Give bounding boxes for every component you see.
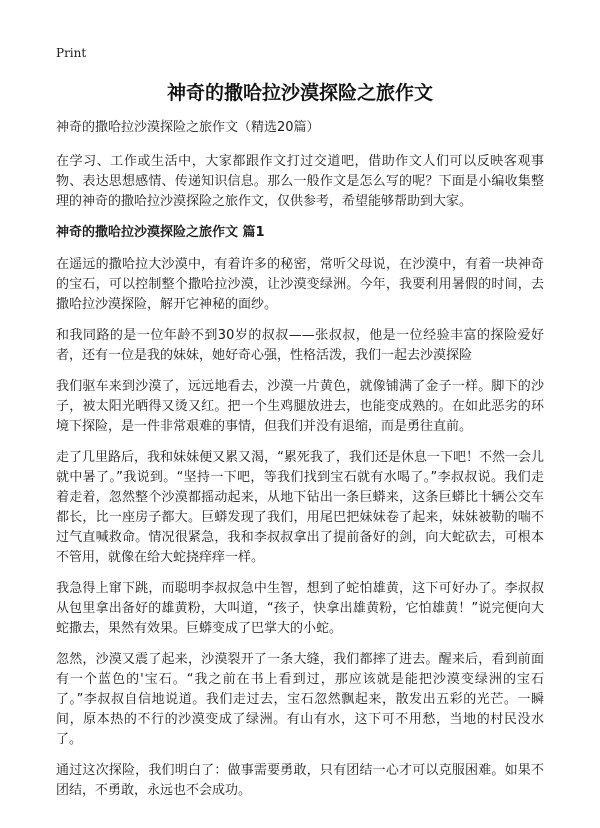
page-title: 神奇的撒哈拉沙漠探险之旅作文 [166, 82, 433, 104]
intro-paragraph: 在学习、工作或生活中，大家都跟作文打过交道吧，借助作文人们可以反映客观事物、表达思想感情、传递知识信息。那么一般作文是怎么写的呢？下面是小编收集整理的神奇的撒哈拉沙漠探险之旅作文，仅供参考，希望能够帮助到大家。 [56, 154, 544, 209]
body-paragraph: 在遥远的撒哈拉大沙漠中，有着许多的秘密，常听父母说，在沙漠中，有着一块神奇的宝石，可以控制整个撒哈拉沙漠，让沙漠变绿洲。今年，我要利用暑假的时间，去撒哈拉沙漠探险，解开它神秘的面纱。 [56, 257, 544, 312]
body-paragraph: 通过这次探险，我们明白了：做事需要勇敢，只有团结一心才可以克服困难。如果不团结，不勇敢，永远也不会成功。 [56, 763, 544, 798]
body-paragraph: 走了几里路后，我和妹妹便又累又渴，“累死我了，我们还是休息一下吧！不然一会儿就中暑了。”我说到。“坚持一下吧，等我们找到宝石就有水喝了。”李叔叔说。我们走着走着，忽然整个沙漠都摇动起来，从地下钻出一条巨蟒来，这条巨蟒比十辆公交车都长，比一座房子都大。巨蟒发现了我们，用尾巴把妹妹卷了起来，妹妹被勒的喘不过气直喊救命。情况很紧急，我和李叔叔拿出了提前备好的剑，向大蛇砍去，可根本不管用，就像在给大蛇挠痒痒一样。 [56, 450, 544, 565]
article-body [56, 118, 544, 812]
body-paragraph: 忽然，沙漠又震了起来，沙漠裂开了一条大缝，我们都摔了进去。醒来后，看到前面有一个蓝色的'宝石。“我之前在书上看到过，那应该就是能把沙漠变绿洲的宝石了。”李叔叔自信地说道。我们走过去，宝石忽然飘起来，散发出五彩的光芒。一瞬间，原本热的不行的沙漠变成了绿洲。有山有水，这下可不用愁，当地的村民没水了。 [56, 652, 544, 747]
article-subtitle: 神奇的撒哈拉沙漠探险之旅作文（精选20篇） [56, 120, 320, 135]
body-paragraph: 和我同路的是一位年龄不到30岁的叔叔——张叔叔，他是一位经验丰富的探险爱好者，还有一位是我的妹妹，她好奇心强，性格活泼，我们一起去沙漠探险 [56, 328, 544, 363]
print-link[interactable]: Print [56, 46, 87, 60]
body-paragraph: 我急得上窜下跳，而聪明李叔叔急中生智，想到了蛇怕雄黄，这下可好办了。李叔叔从包里拿出备好的雄黄粉，大叫道，“孩子，快拿出雄黄粉，它怕雄黄！”说完便向大蛇撒去，果然有效果。巨蟒变成了巴掌大的小蛇。 [56, 581, 544, 636]
section-heading: 神奇的撒哈拉沙漠探险之旅作文 篇1 [56, 225, 265, 240]
body-paragraph: 我们驱车来到沙漠了，远远地看去，沙漠一片黄色，就像铺满了金子一样。脚下的沙子，被太阳光晒得又烫又红。把一个生鸡腿放进去，也能变成熟的。在如此恶劣的环境下探险，是一件非常艰难的事情，但我们并没有退缩，而是勇往直前。 [56, 379, 544, 434]
